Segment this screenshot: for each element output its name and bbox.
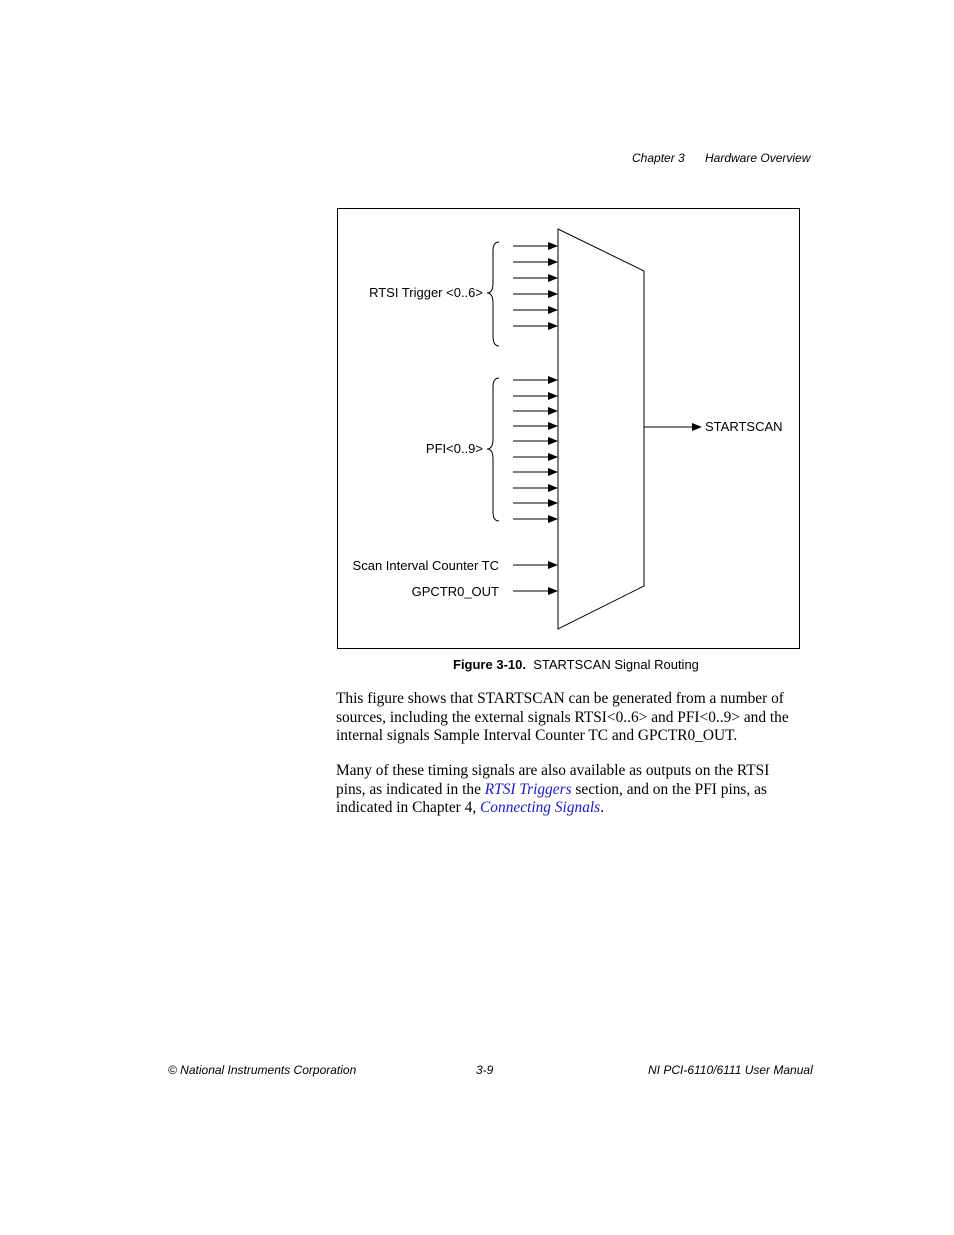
startscan-routing-figure — [337, 208, 800, 649]
paragraph-timing-signals — [336, 762, 800, 818]
para2-text-a: Many of these timing signals are also available as outputs on the RTSI pins, as indicated in the — [336, 762, 770, 798]
multiplexer-block — [558, 229, 644, 629]
para2-text-b: section, and on the PFI pins, as indicated in Chapter 4, — [336, 780, 767, 816]
footer-page-number: 3-9 — [476, 1063, 494, 1077]
rtsi-trigger-label: RTSI Trigger <0..6> — [369, 285, 483, 300]
figure-caption-text: STARTSCAN Signal Routing — [533, 657, 699, 672]
pfi-brace — [487, 378, 499, 521]
rtsi-brace — [487, 242, 499, 346]
pfi-input-arrows — [513, 380, 557, 519]
startscan-output-label: STARTSCAN — [705, 419, 783, 434]
figure-caption — [453, 657, 699, 672]
header-chapter: Chapter 3 — [632, 151, 685, 165]
figure-caption-number: Figure 3-10. — [453, 657, 526, 672]
gpctr0-out-label: GPCTR0_OUT — [411, 584, 499, 599]
paragraph-startscan-sources: This figure shows that STARTSCAN can be generated from a number of sources, including the external signals RTSI<0..6> and PFI<0..9> and the internal signals Sample Interval Counter TC and GPCTR0_OUT. — [336, 690, 789, 744]
footer-copyright: © National Instruments Corporation — [168, 1063, 357, 1077]
pfi-label: PFI<0..9> — [425, 441, 483, 456]
connecting-signals-link[interactable]: Connecting Signals — [480, 799, 601, 816]
rtsi-triggers-link[interactable]: RTSI Triggers — [484, 780, 572, 798]
header-title: Hardware Overview — [705, 151, 811, 165]
rtsi-input-arrows — [513, 246, 557, 326]
footer-manual-title: NI PCI-6110/6111 User Manual — [648, 1063, 813, 1077]
para2-text-c: . — [600, 799, 605, 816]
scan-interval-counter-label: Scan Interval Counter TC — [352, 558, 499, 573]
